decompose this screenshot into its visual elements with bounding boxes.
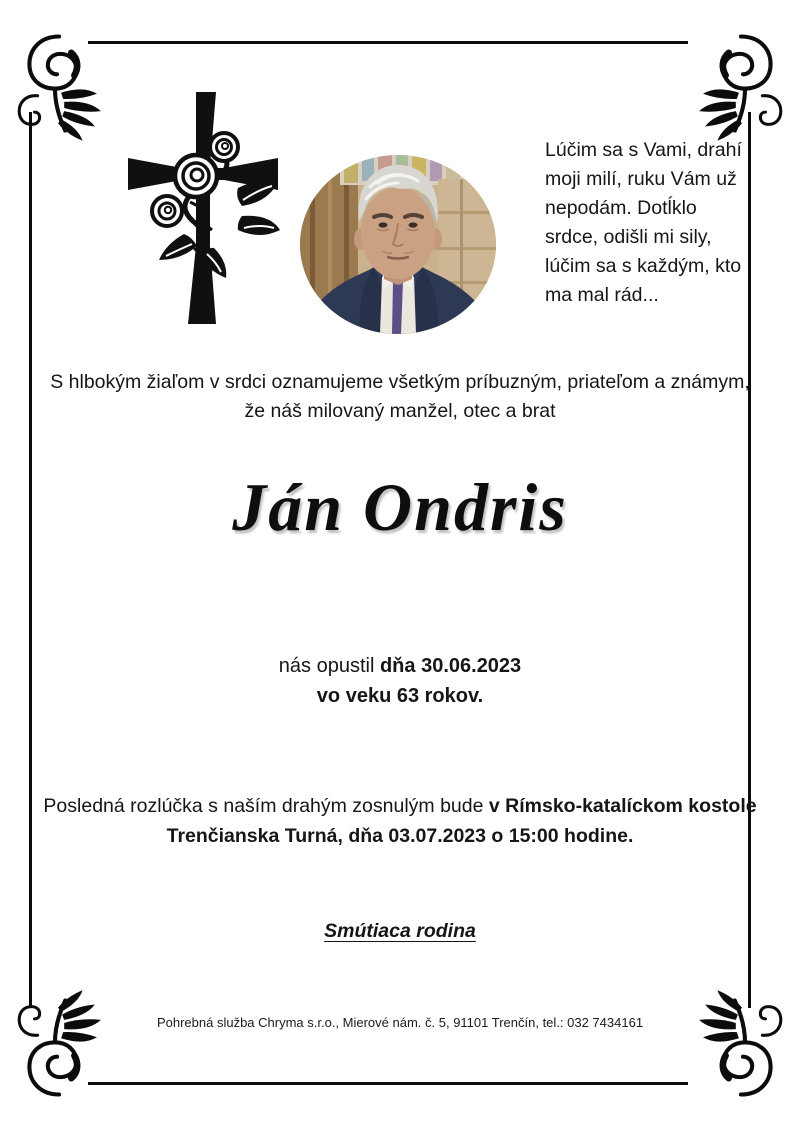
poem-line: srdce, odišli mi sily, [545, 226, 712, 248]
announcement-text [0, 368, 800, 426]
funeral-info [0, 792, 800, 851]
frame-line-left [29, 112, 32, 1008]
poem-line: ma mal rád... [545, 284, 659, 306]
announcement-line1: S hlbokým žiaľom v srdci oznamujeme všetkým príbuzným, priateľom a známym, [50, 371, 750, 393]
poem-line: moji milí, ruku Vám už [545, 168, 737, 190]
deceased-photo [300, 155, 496, 334]
funeral-location: v Rímsko-katalíckom kostole [488, 795, 757, 817]
passing-age: vo veku 63 rokov. [316, 685, 484, 707]
corner-flourish-icon [10, 989, 102, 1107]
corner-flourish-icon [10, 24, 102, 142]
funeral-line1-normal: Posledná rozlúčka s naším drahým zosnulým bude [43, 795, 489, 817]
announcement-line2: že náš milovaný manžel, otec a brat [244, 400, 556, 422]
passing-line1 [0, 651, 800, 681]
passing-date: dňa 30.06.2023 [379, 655, 522, 677]
farewell-poem [545, 136, 742, 310]
funeral-line2: Trenčianska Turná, dňa 03.07.2023 o 15:00 hodine. [166, 824, 634, 847]
grieving-family-label: Smútiaca rodina [324, 920, 476, 942]
cross-with-roses-icon [112, 86, 292, 331]
funeral-line1 [0, 792, 800, 822]
frame-line-right [748, 112, 751, 1008]
passing-info [0, 651, 800, 711]
corner-flourish-icon [698, 989, 790, 1107]
grieving-family-signature [0, 920, 800, 943]
funeral-service-footer: Pohrebná služba Chryma s.r.o., Mierové nám. č. 5, 91101 Trenčín, tel.: 032 7434161 [156, 1015, 644, 1030]
corner-flourish-icon [698, 24, 790, 142]
poem-line: nepodám. Dotĺklo [545, 197, 697, 219]
poem-line: Lúčim sa s Vami, drahí [545, 139, 742, 161]
deceased-name: Ján Ondris [232, 469, 568, 545]
frame-line-top [88, 41, 688, 44]
passing-prefix: nás opustil [278, 655, 380, 677]
frame-line-bottom [88, 1082, 688, 1085]
poem-line: lúčim sa s každým, kto [545, 255, 742, 277]
